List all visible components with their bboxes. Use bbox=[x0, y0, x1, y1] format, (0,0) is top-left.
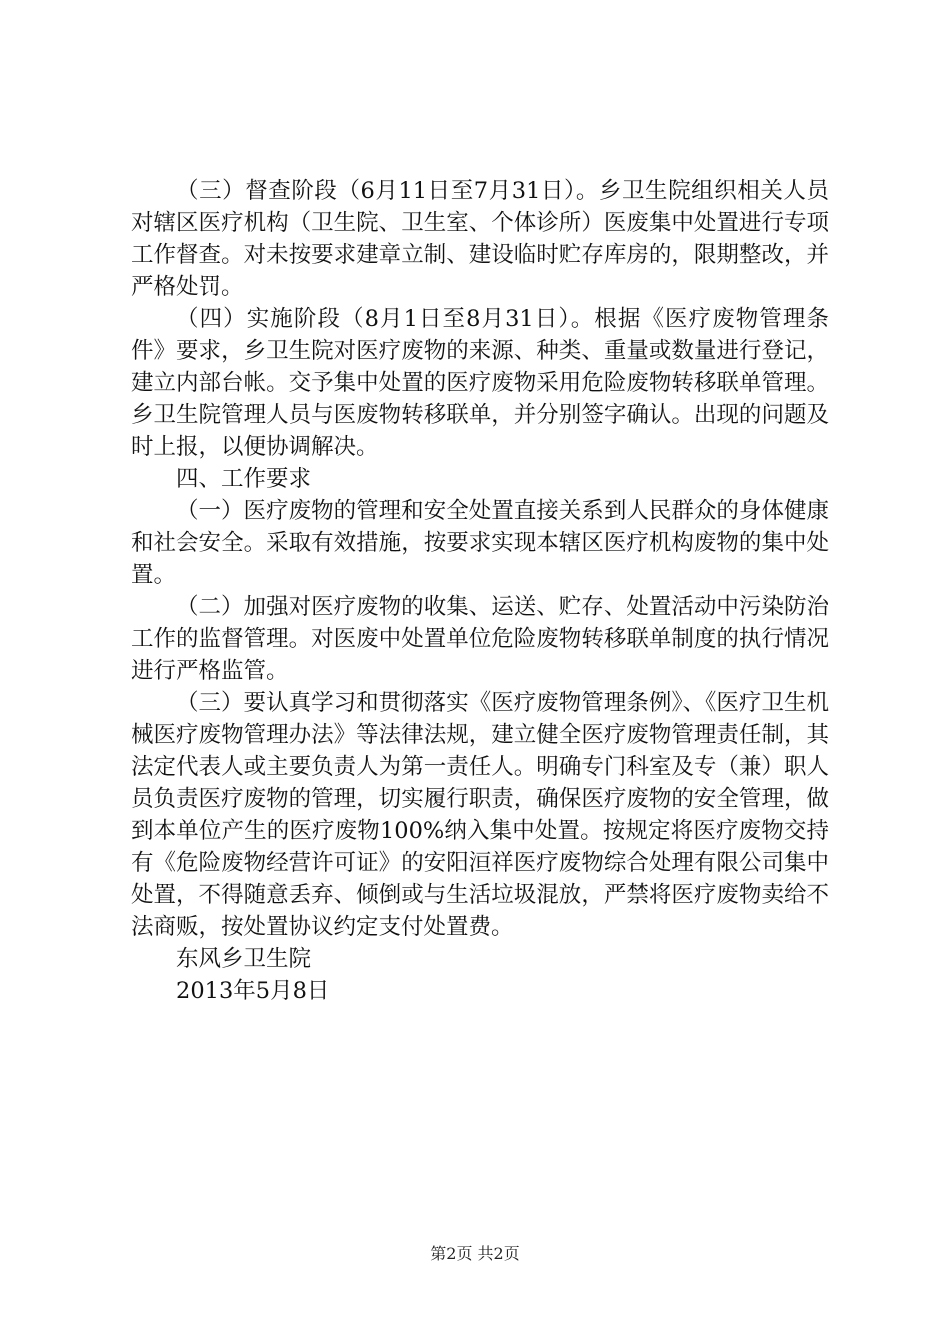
section-heading-work-requirements: 四、工作要求 bbox=[176, 466, 312, 492]
paragraph-requirement-3: （三）要认真学习和贯彻落实《医疗废物管理条例》、《医疗卫生机械医疗废物管理办法》等法律法规，建立健全医疗废物管理责任制，其法定代表人或主要负责人为第一责任人。明确专门科室及专（兼）职人员负责医疗废物的管理，切实履行职责，确保医疗废物的安全管理，做到本单位产生的医疗废物100%纳入集中处置。按规定将医疗废物交持有《危险废物经营许可证》的安阳洹祥医疗废物综合处理有限公司集中处置，不得随意丢弃、倾倒或与生活垃圾混放，严禁将医疗废物卖给不法商贩，按处置协议约定支付处置费。 bbox=[131, 690, 829, 940]
paragraph-requirement-2: （二）加强对医疗废物的收集、运送、贮存、处置活动中污染防治工作的监督管理。对医废中处置单位危险废物转移联单制度的执行情况进行严格监管。 bbox=[131, 594, 829, 684]
paragraph-requirement-1: （一）医疗废物的管理和安全处置直接关系到人民群众的身体健康和社会安全。采取有效措施，按要求实现本辖区医疗机构废物的集中处置。 bbox=[131, 498, 829, 588]
paragraph-supervision-stage: （三）督查阶段（6月11日至7月31日）。乡卫生院组织相关人员对辖区医疗机构（卫生院、卫生室、个体诊所）医废集中处置进行专项工作督查。对未按要求建章立制、建设临时贮存库房的，限期整改，并严格处罚。 bbox=[131, 178, 829, 300]
document-body bbox=[131, 175, 829, 1007]
paragraph-implementation-stage: （四）实施阶段（8月1日至8月31日）。根据《医疗废物管理条件》要求，乡卫生院对医疗废物的来源、种类、重量或数量进行登记，建立内部台帐。交予集中处置的医疗废物采用危险废物转移联单管理。乡卫生院管理人员与医废物转移联单，并分别签字确认。出现的问题及时上报，以便协调解决。 bbox=[131, 306, 829, 460]
signature-organization: 东风乡卫生院 bbox=[176, 946, 312, 972]
signature-date: 2013年5月8日 bbox=[176, 978, 330, 1004]
page-number-label: 第2页 共2页 bbox=[430, 1244, 520, 1263]
page-footer bbox=[0, 1244, 950, 1264]
